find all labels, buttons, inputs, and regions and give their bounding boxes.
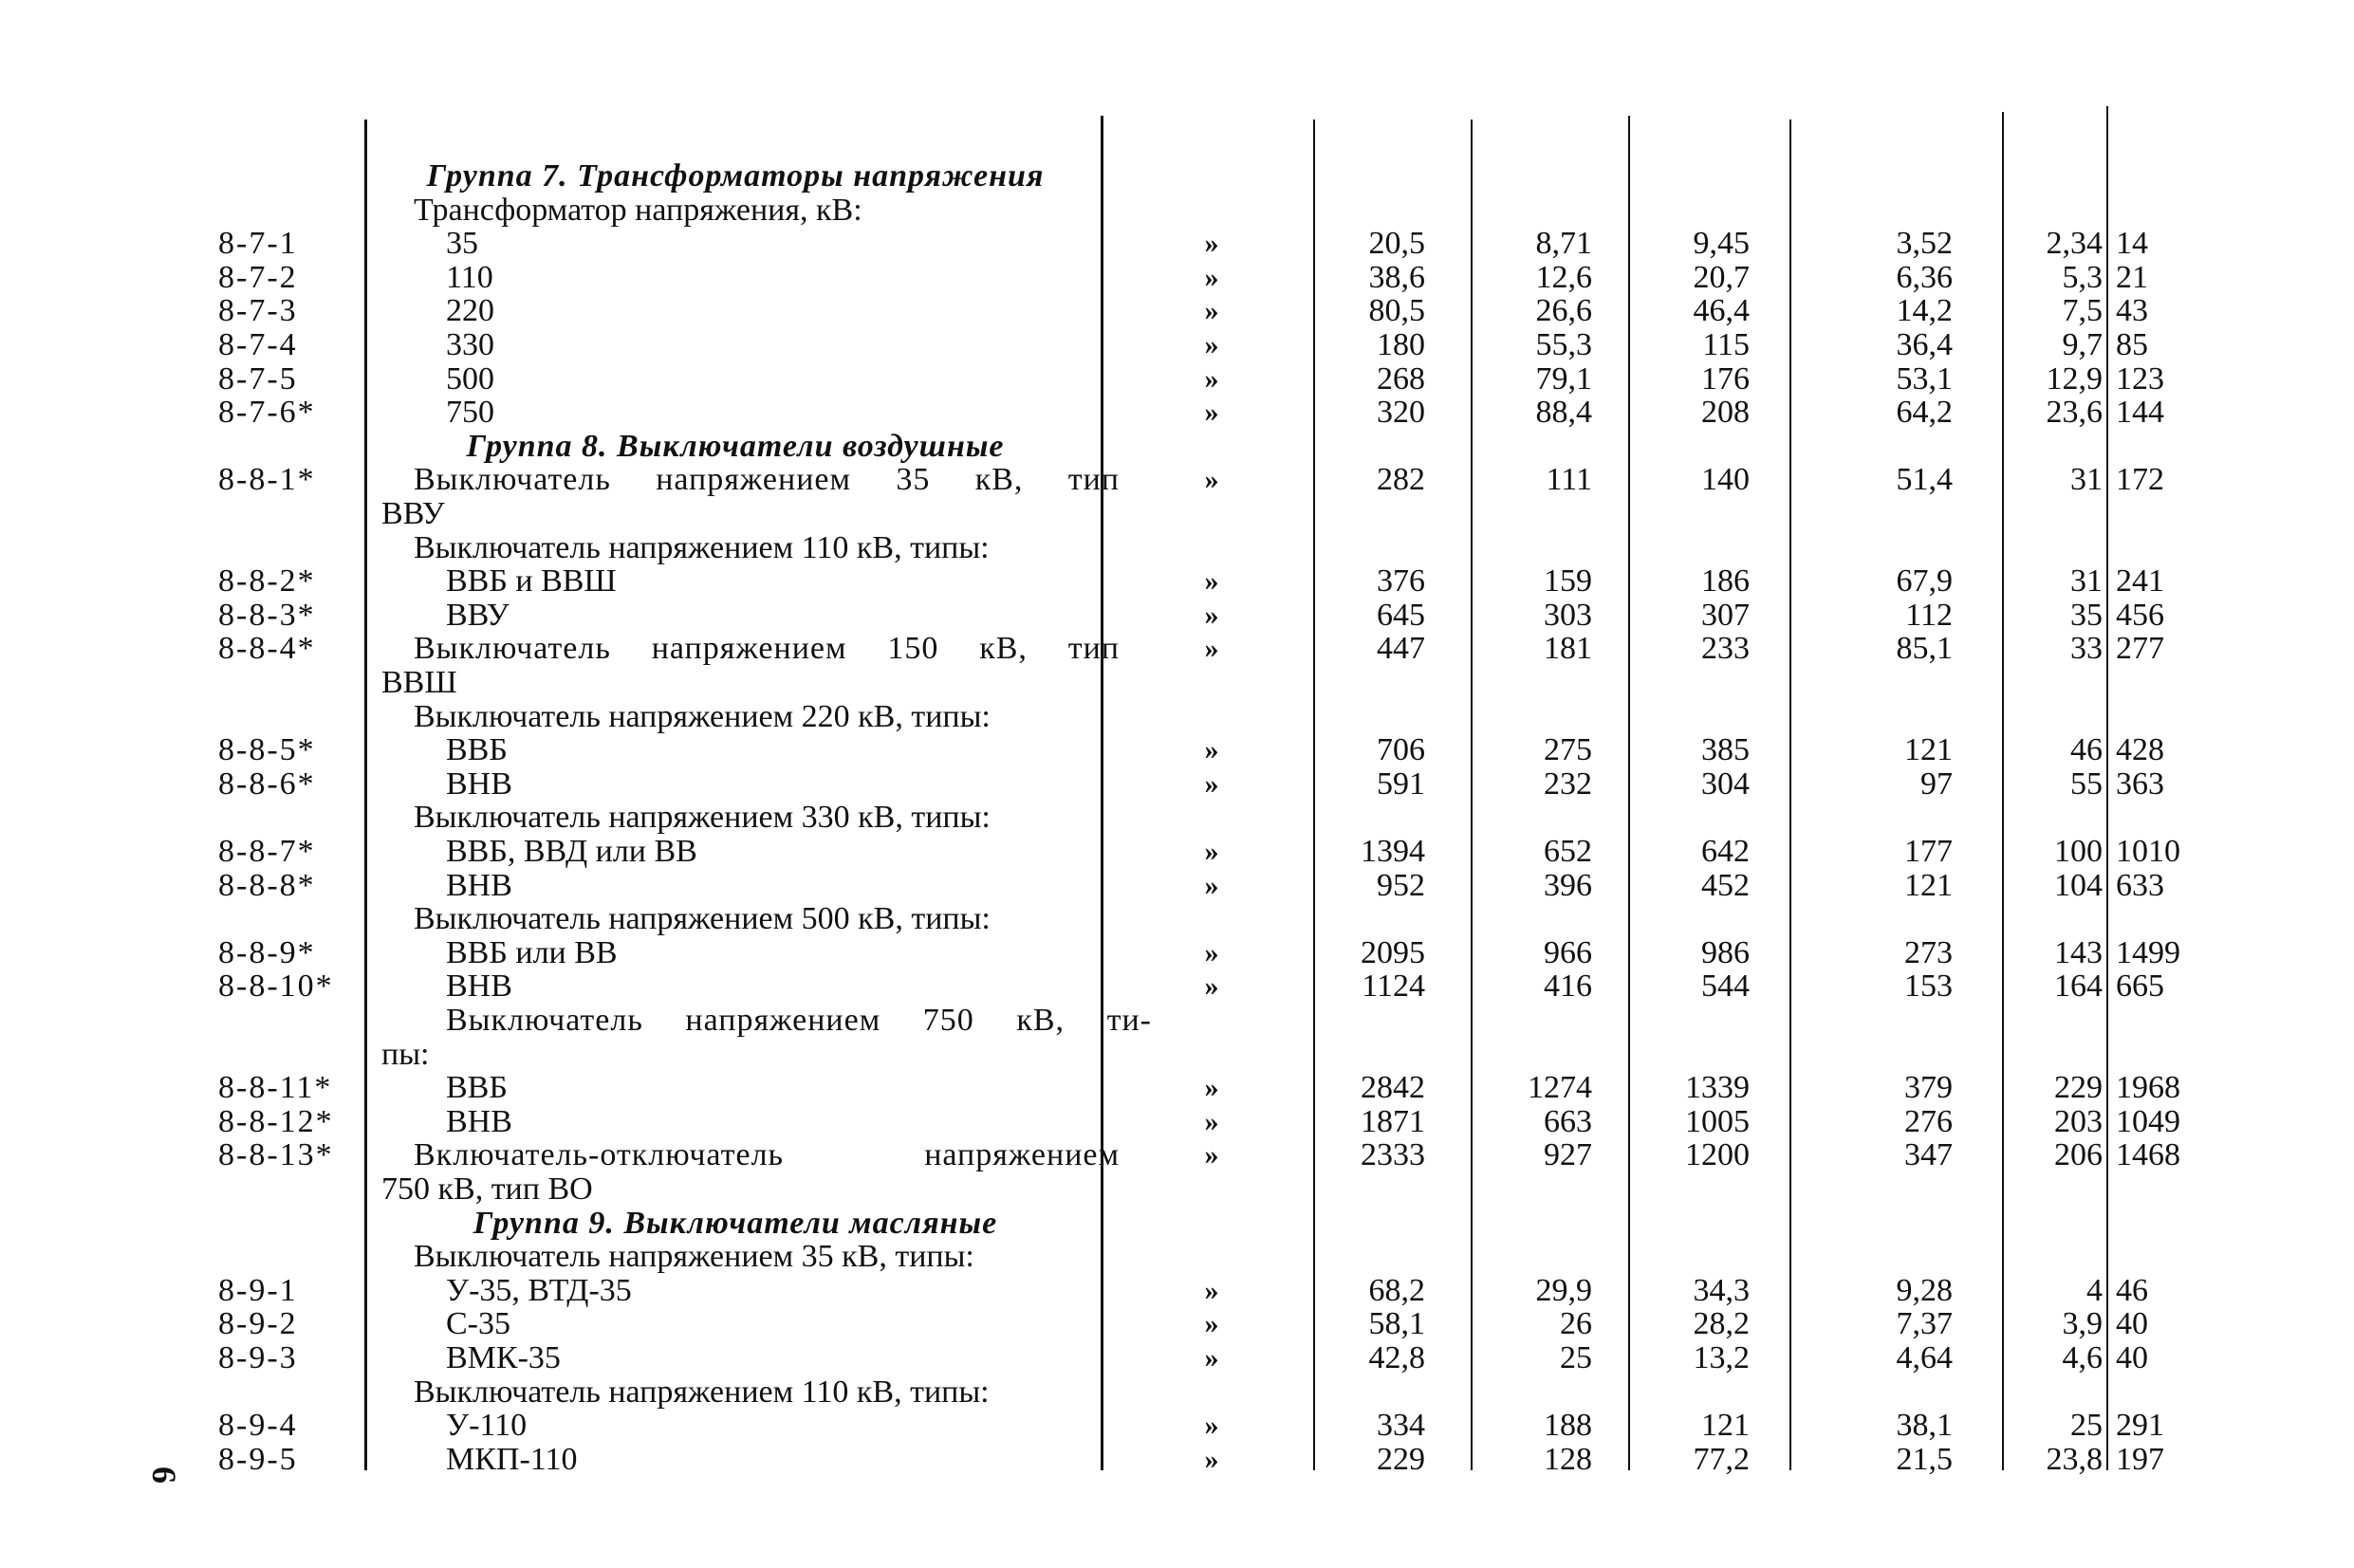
value-col-3: 9,45 bbox=[1693, 226, 1750, 262]
value-col-2: 396 bbox=[1544, 867, 1592, 903]
value-col-2: 128 bbox=[1544, 1441, 1592, 1477]
item-description: 110 bbox=[446, 259, 493, 295]
subheading-row bbox=[0, 531, 2354, 565]
item-description: Выключатель напряжением 150 кВ, тип bbox=[414, 631, 1120, 667]
value-col-5: 2,34 bbox=[2046, 226, 2103, 262]
subheading-row bbox=[0, 700, 2354, 734]
value-col-3: 77,2 bbox=[1693, 1441, 1750, 1477]
item-code: 8-9-3 bbox=[218, 1340, 298, 1375]
item-description: ВВБ, ВВД или ВВ bbox=[446, 834, 697, 869]
value-col-4: 51,4 bbox=[1896, 462, 1953, 498]
value-col-6: 144 bbox=[2116, 395, 2164, 431]
value-col-6: 85 bbox=[2116, 327, 2148, 362]
value-col-4: 3,52 bbox=[1896, 226, 1953, 262]
item-code: 8-9-5 bbox=[218, 1441, 298, 1477]
subheading-row bbox=[0, 1004, 2354, 1038]
item-description: 35 bbox=[446, 226, 478, 262]
table-row bbox=[0, 294, 2354, 328]
value-col-2: 111 bbox=[1546, 462, 1592, 498]
unit-mark: » bbox=[1204, 1308, 1219, 1340]
item-description: Выключатель напряжением 330 кВ, типы: bbox=[414, 800, 991, 836]
item-description: ВВУ bbox=[446, 597, 510, 633]
value-col-1: 376 bbox=[1377, 563, 1425, 600]
value-col-1: 42,8 bbox=[1368, 1340, 1425, 1375]
subheading-row bbox=[0, 1240, 2354, 1274]
value-col-5: 25 bbox=[2070, 1408, 2103, 1444]
value-col-5: 206 bbox=[2054, 1137, 2103, 1173]
unit-mark: » bbox=[1204, 767, 1219, 800]
subheading-row bbox=[0, 1375, 2354, 1410]
item-description: ВМК-35 bbox=[446, 1340, 561, 1375]
value-col-1: 1871 bbox=[1361, 1103, 1425, 1139]
item-code: 8-8-12* bbox=[218, 1103, 334, 1139]
value-col-4: 112 bbox=[1905, 597, 1953, 633]
item-description: 330 bbox=[446, 327, 494, 362]
value-col-4: 38,1 bbox=[1896, 1408, 1953, 1444]
value-col-3: 1200 bbox=[1685, 1137, 1750, 1173]
value-col-2: 275 bbox=[1544, 732, 1592, 768]
value-col-1: 38,6 bbox=[1368, 259, 1425, 295]
item-code: 8-8-11* bbox=[218, 1070, 333, 1106]
table-row bbox=[0, 767, 2354, 802]
continuation-row bbox=[0, 1172, 2354, 1207]
value-col-5: 143 bbox=[2054, 934, 2103, 970]
value-col-5: 5,3 bbox=[2062, 259, 2103, 295]
item-description: 500 bbox=[446, 360, 494, 397]
value-col-5: 100 bbox=[2054, 834, 2103, 869]
item-description: 750 bbox=[446, 395, 494, 431]
value-col-3: 385 bbox=[1701, 732, 1750, 768]
unit-mark: » bbox=[1204, 362, 1219, 395]
item-code: 8-7-3 bbox=[218, 293, 298, 329]
value-col-2: 416 bbox=[1544, 968, 1592, 1005]
item-code: 8-7-2 bbox=[218, 259, 298, 295]
value-col-5: 3,9 bbox=[2062, 1306, 2103, 1342]
continuation-row bbox=[0, 1038, 2354, 1072]
value-col-4: 67,9 bbox=[1896, 563, 1953, 600]
value-col-6: 291 bbox=[2116, 1408, 2164, 1444]
value-col-5: 23,8 bbox=[2046, 1441, 2103, 1477]
item-description: Выключатель напряжением 110 кВ, типы: bbox=[414, 529, 990, 565]
value-col-5: 55 bbox=[2070, 766, 2103, 802]
unit-mark: » bbox=[1204, 261, 1219, 293]
value-col-6: 197 bbox=[2116, 1441, 2164, 1477]
table-row bbox=[0, 564, 2354, 599]
value-col-2: 181 bbox=[1544, 631, 1592, 667]
value-col-1: 706 bbox=[1377, 732, 1425, 768]
value-col-3: 20,7 bbox=[1693, 259, 1750, 295]
value-col-2: 25 bbox=[1560, 1340, 1592, 1375]
table-row bbox=[0, 1409, 2354, 1443]
table-row bbox=[0, 1071, 2354, 1105]
value-col-6: 633 bbox=[2116, 867, 2164, 903]
description-continuation: ВВШ bbox=[381, 665, 457, 700]
value-col-3: 544 bbox=[1701, 968, 1750, 1005]
table-row bbox=[0, 1274, 2354, 1308]
table-row bbox=[0, 362, 2354, 397]
unit-mark: » bbox=[1204, 869, 1219, 901]
item-description: Включатель-отключатель напряжением bbox=[414, 1137, 1120, 1173]
table-row bbox=[0, 1105, 2354, 1139]
unit-mark: » bbox=[1204, 228, 1219, 260]
value-col-3: 1339 bbox=[1685, 1070, 1750, 1106]
value-col-2: 159 bbox=[1544, 563, 1592, 600]
value-col-3: 208 bbox=[1701, 395, 1750, 431]
value-col-4: 64,2 bbox=[1896, 395, 1953, 431]
value-col-6: 1968 bbox=[2116, 1070, 2180, 1106]
value-col-3: 307 bbox=[1701, 597, 1750, 633]
value-col-1: 591 bbox=[1377, 766, 1425, 802]
value-col-3: 642 bbox=[1701, 834, 1750, 869]
continuation-row bbox=[0, 666, 2354, 700]
item-description: ВВБ или ВВ bbox=[446, 934, 618, 970]
value-col-1: 447 bbox=[1377, 631, 1425, 667]
table-row bbox=[0, 1138, 2354, 1172]
value-col-3: 1005 bbox=[1685, 1103, 1750, 1139]
value-col-1: 334 bbox=[1377, 1408, 1425, 1444]
item-description: У-110 bbox=[446, 1408, 528, 1444]
item-description: ВНВ bbox=[446, 766, 512, 802]
table-row bbox=[0, 1307, 2354, 1341]
value-col-2: 79,1 bbox=[1535, 360, 1592, 397]
value-col-4: 85,1 bbox=[1896, 631, 1953, 667]
value-col-2: 188 bbox=[1544, 1408, 1592, 1444]
value-col-1: 229 bbox=[1377, 1441, 1425, 1477]
item-description: Выключатель напряжением 110 кВ, типы: bbox=[414, 1374, 990, 1410]
value-col-2: 303 bbox=[1544, 597, 1592, 633]
table-row bbox=[0, 936, 2354, 970]
value-col-3: 13,2 bbox=[1693, 1340, 1750, 1375]
page-number: 6 bbox=[145, 1467, 183, 1484]
value-col-2: 663 bbox=[1544, 1103, 1592, 1139]
value-col-3: 115 bbox=[1702, 327, 1750, 362]
value-col-4: 273 bbox=[1904, 934, 1953, 970]
item-description: ВВБ и ВВШ bbox=[446, 563, 617, 600]
value-col-6: 40 bbox=[2116, 1340, 2148, 1375]
item-code: 8-9-4 bbox=[218, 1408, 298, 1444]
value-col-6: 665 bbox=[2116, 968, 2164, 1005]
value-col-3: 46,4 bbox=[1693, 293, 1750, 329]
value-col-5: 229 bbox=[2054, 1070, 2103, 1106]
value-col-5: 9,7 bbox=[2062, 327, 2103, 362]
value-col-6: 428 bbox=[2116, 732, 2164, 768]
table-row bbox=[0, 227, 2354, 261]
value-col-6: 456 bbox=[2116, 597, 2164, 633]
value-col-4: 36,4 bbox=[1896, 327, 1953, 362]
group-heading-row bbox=[0, 159, 2354, 194]
value-col-3: 121 bbox=[1701, 1408, 1750, 1444]
table-row bbox=[0, 835, 2354, 869]
unit-mark: » bbox=[1204, 836, 1219, 867]
item-description: С-35 bbox=[446, 1306, 510, 1342]
item-description: ВНВ bbox=[446, 968, 512, 1005]
subheading-row bbox=[0, 194, 2354, 228]
item-description: Выключатель напряжением 500 кВ, типы: bbox=[414, 901, 991, 937]
item-code: 8-8-3* bbox=[218, 597, 316, 633]
value-col-4: 276 bbox=[1904, 1103, 1953, 1139]
table-row bbox=[0, 969, 2354, 1004]
value-col-3: 233 bbox=[1701, 631, 1750, 667]
value-col-5: 23,6 bbox=[2046, 395, 2103, 431]
value-col-6: 1468 bbox=[2116, 1137, 2180, 1173]
value-col-4: 97 bbox=[1920, 766, 1953, 802]
value-col-6: 46 bbox=[2116, 1272, 2148, 1308]
value-col-1: 80,5 bbox=[1368, 293, 1425, 329]
group-title: Группа 9. Выключатели масляные bbox=[473, 1205, 998, 1241]
unit-mark: » bbox=[1204, 1105, 1219, 1137]
value-col-2: 927 bbox=[1544, 1137, 1592, 1173]
unit-mark: » bbox=[1204, 329, 1219, 360]
item-description: ВВБ bbox=[446, 732, 508, 768]
subheading-row bbox=[0, 902, 2354, 936]
item-description: 220 bbox=[446, 293, 494, 329]
value-col-6: 1499 bbox=[2116, 934, 2180, 970]
unit-mark: » bbox=[1204, 1274, 1219, 1306]
value-col-2: 232 bbox=[1544, 766, 1592, 802]
value-col-6: 43 bbox=[2116, 293, 2148, 329]
value-col-1: 2095 bbox=[1361, 934, 1425, 970]
item-code: 8-7-6* bbox=[218, 395, 316, 431]
unit-mark: » bbox=[1204, 1410, 1219, 1442]
group-title: Группа 8. Выключатели воздушные bbox=[466, 428, 1005, 464]
value-col-5: 4,6 bbox=[2062, 1340, 2103, 1375]
table-row bbox=[0, 1341, 2354, 1375]
value-col-4: 153 bbox=[1904, 968, 1953, 1005]
value-col-6: 241 bbox=[2116, 563, 2164, 600]
group-title: Группа 7. Трансформаторы напряжения bbox=[426, 158, 1045, 194]
unit-mark: » bbox=[1204, 936, 1219, 968]
value-col-2: 966 bbox=[1544, 934, 1592, 970]
value-col-1: 58,1 bbox=[1368, 1306, 1425, 1342]
item-code: 8-8-2* bbox=[218, 563, 316, 600]
value-col-1: 320 bbox=[1377, 395, 1425, 431]
value-col-4: 7,37 bbox=[1896, 1306, 1953, 1342]
item-code: 8-8-10* bbox=[218, 968, 334, 1005]
value-col-1: 645 bbox=[1377, 597, 1425, 633]
unit-mark: » bbox=[1204, 599, 1219, 631]
value-col-2: 88,4 bbox=[1535, 395, 1592, 431]
value-col-1: 1394 bbox=[1361, 834, 1425, 869]
item-code: 8-8-7* bbox=[218, 834, 316, 869]
value-col-4: 21,5 bbox=[1896, 1441, 1953, 1477]
value-col-5: 33 bbox=[2070, 631, 2103, 667]
description-continuation: ВВУ bbox=[381, 496, 445, 531]
value-col-1: 68,2 bbox=[1368, 1272, 1425, 1308]
value-col-6: 40 bbox=[2116, 1306, 2148, 1342]
value-col-3: 304 bbox=[1701, 766, 1750, 802]
value-col-3: 34,3 bbox=[1693, 1272, 1750, 1308]
value-col-3: 452 bbox=[1701, 867, 1750, 903]
table-row bbox=[0, 261, 2354, 295]
value-col-5: 7,5 bbox=[2062, 293, 2103, 329]
value-col-5: 31 bbox=[2070, 563, 2103, 600]
item-code: 8-7-5 bbox=[218, 360, 298, 397]
item-code: 8-8-8* bbox=[218, 867, 316, 903]
value-col-1: 20,5 bbox=[1368, 226, 1425, 262]
table-row bbox=[0, 632, 2354, 666]
value-col-1: 268 bbox=[1377, 360, 1425, 397]
table-row bbox=[0, 599, 2354, 633]
item-description: ВНВ bbox=[446, 867, 512, 903]
value-col-5: 35 bbox=[2070, 597, 2103, 633]
item-description: ВВБ bbox=[446, 1070, 508, 1106]
item-code: 8-8-13* bbox=[218, 1137, 334, 1173]
value-col-5: 4 bbox=[2086, 1272, 2103, 1308]
value-col-4: 4,64 bbox=[1896, 1340, 1953, 1375]
value-col-5: 12,9 bbox=[2046, 360, 2103, 397]
subheading-row bbox=[0, 801, 2354, 835]
item-description: Выключатель напряжением 35 кВ, тип bbox=[414, 462, 1120, 498]
item-code: 8-8-9* bbox=[218, 934, 316, 970]
value-col-4: 379 bbox=[1904, 1070, 1953, 1106]
table-row bbox=[0, 869, 2354, 903]
value-col-6: 1049 bbox=[2116, 1103, 2180, 1139]
item-description: Выключатель напряжением 35 кВ, типы: bbox=[414, 1239, 974, 1275]
unit-mark: » bbox=[1204, 464, 1219, 496]
item-description: Выключатель напряжением 750 кВ, ти- bbox=[446, 1003, 1152, 1038]
value-col-4: 53,1 bbox=[1896, 360, 1953, 397]
value-col-4: 9,28 bbox=[1896, 1272, 1953, 1308]
item-code: 8-9-1 bbox=[218, 1272, 298, 1308]
item-code: 8-8-1* bbox=[218, 462, 316, 498]
item-code: 8-9-2 bbox=[218, 1306, 298, 1342]
group-heading-row bbox=[0, 1207, 2354, 1241]
value-col-3: 28,2 bbox=[1693, 1306, 1750, 1342]
value-col-6: 172 bbox=[2116, 462, 2164, 498]
value-col-1: 180 bbox=[1377, 327, 1425, 362]
value-col-4: 121 bbox=[1904, 732, 1953, 768]
table-row bbox=[0, 328, 2354, 362]
value-col-3: 140 bbox=[1701, 462, 1750, 498]
value-col-3: 986 bbox=[1701, 934, 1750, 970]
value-col-5: 46 bbox=[2070, 732, 2103, 768]
value-col-1: 1124 bbox=[1362, 968, 1425, 1005]
item-code: 8-7-1 bbox=[218, 226, 298, 262]
item-description: Выключатель напряжением 220 кВ, типы: bbox=[414, 698, 991, 734]
value-col-6: 1010 bbox=[2116, 834, 2180, 869]
group-heading-row bbox=[0, 430, 2354, 464]
value-col-1: 2842 bbox=[1361, 1070, 1425, 1106]
value-col-2: 29,9 bbox=[1535, 1272, 1592, 1308]
unit-mark: » bbox=[1204, 1139, 1219, 1171]
item-description: Трансформатор напряжения, кВ: bbox=[414, 192, 862, 228]
item-description: МКП-110 bbox=[446, 1441, 578, 1477]
item-code: 8-8-4* bbox=[218, 631, 316, 667]
value-col-4: 14,2 bbox=[1896, 293, 1953, 329]
value-col-6: 363 bbox=[2116, 766, 2164, 802]
value-col-3: 186 bbox=[1701, 563, 1750, 600]
value-col-2: 12,6 bbox=[1535, 259, 1592, 295]
unit-mark: » bbox=[1204, 295, 1219, 327]
value-col-6: 21 bbox=[2116, 259, 2148, 295]
value-col-5: 104 bbox=[2054, 867, 2103, 903]
description-continuation: 750 кВ, тип ВО bbox=[381, 1171, 593, 1207]
value-col-4: 177 bbox=[1904, 834, 1953, 869]
value-col-1: 282 bbox=[1377, 462, 1425, 498]
unit-mark: » bbox=[1204, 1443, 1219, 1475]
value-col-1: 952 bbox=[1377, 867, 1425, 903]
unit-mark: » bbox=[1204, 734, 1219, 766]
value-col-2: 652 bbox=[1544, 834, 1592, 869]
table-row bbox=[0, 463, 2354, 497]
value-col-2: 1274 bbox=[1528, 1070, 1592, 1106]
table-row bbox=[0, 1443, 2354, 1477]
table-row bbox=[0, 733, 2354, 767]
item-description: ВНВ bbox=[446, 1103, 512, 1139]
value-col-1: 2333 bbox=[1361, 1137, 1425, 1173]
value-col-2: 8,71 bbox=[1535, 226, 1592, 262]
unit-mark: » bbox=[1204, 970, 1219, 1003]
unit-mark: » bbox=[1204, 1072, 1219, 1104]
value-col-4: 121 bbox=[1904, 867, 1953, 903]
value-col-4: 6,36 bbox=[1896, 259, 1953, 295]
table-row bbox=[0, 396, 2354, 430]
value-col-2: 26,6 bbox=[1535, 293, 1592, 329]
value-col-5: 203 bbox=[2054, 1103, 2103, 1139]
value-col-3: 176 bbox=[1701, 360, 1750, 397]
value-col-6: 123 bbox=[2116, 360, 2164, 397]
item-code: 8-7-4 bbox=[218, 327, 298, 362]
item-code: 8-8-6* bbox=[218, 766, 316, 802]
value-col-2: 26 bbox=[1560, 1306, 1592, 1342]
continuation-row bbox=[0, 497, 2354, 531]
unit-mark: » bbox=[1204, 565, 1219, 598]
item-description: У-35, ВТД-35 bbox=[446, 1272, 632, 1308]
description-continuation: пы: bbox=[381, 1036, 430, 1072]
unit-mark: » bbox=[1204, 1342, 1219, 1374]
item-code: 8-8-5* bbox=[218, 732, 316, 768]
value-col-5: 164 bbox=[2054, 968, 2103, 1005]
unit-mark: » bbox=[1204, 397, 1219, 429]
value-col-6: 14 bbox=[2116, 226, 2148, 262]
value-col-5: 31 bbox=[2070, 462, 2103, 498]
value-col-4: 347 bbox=[1904, 1137, 1953, 1173]
value-col-6: 277 bbox=[2116, 631, 2164, 667]
value-col-2: 55,3 bbox=[1535, 327, 1592, 362]
unit-mark: » bbox=[1204, 633, 1219, 665]
